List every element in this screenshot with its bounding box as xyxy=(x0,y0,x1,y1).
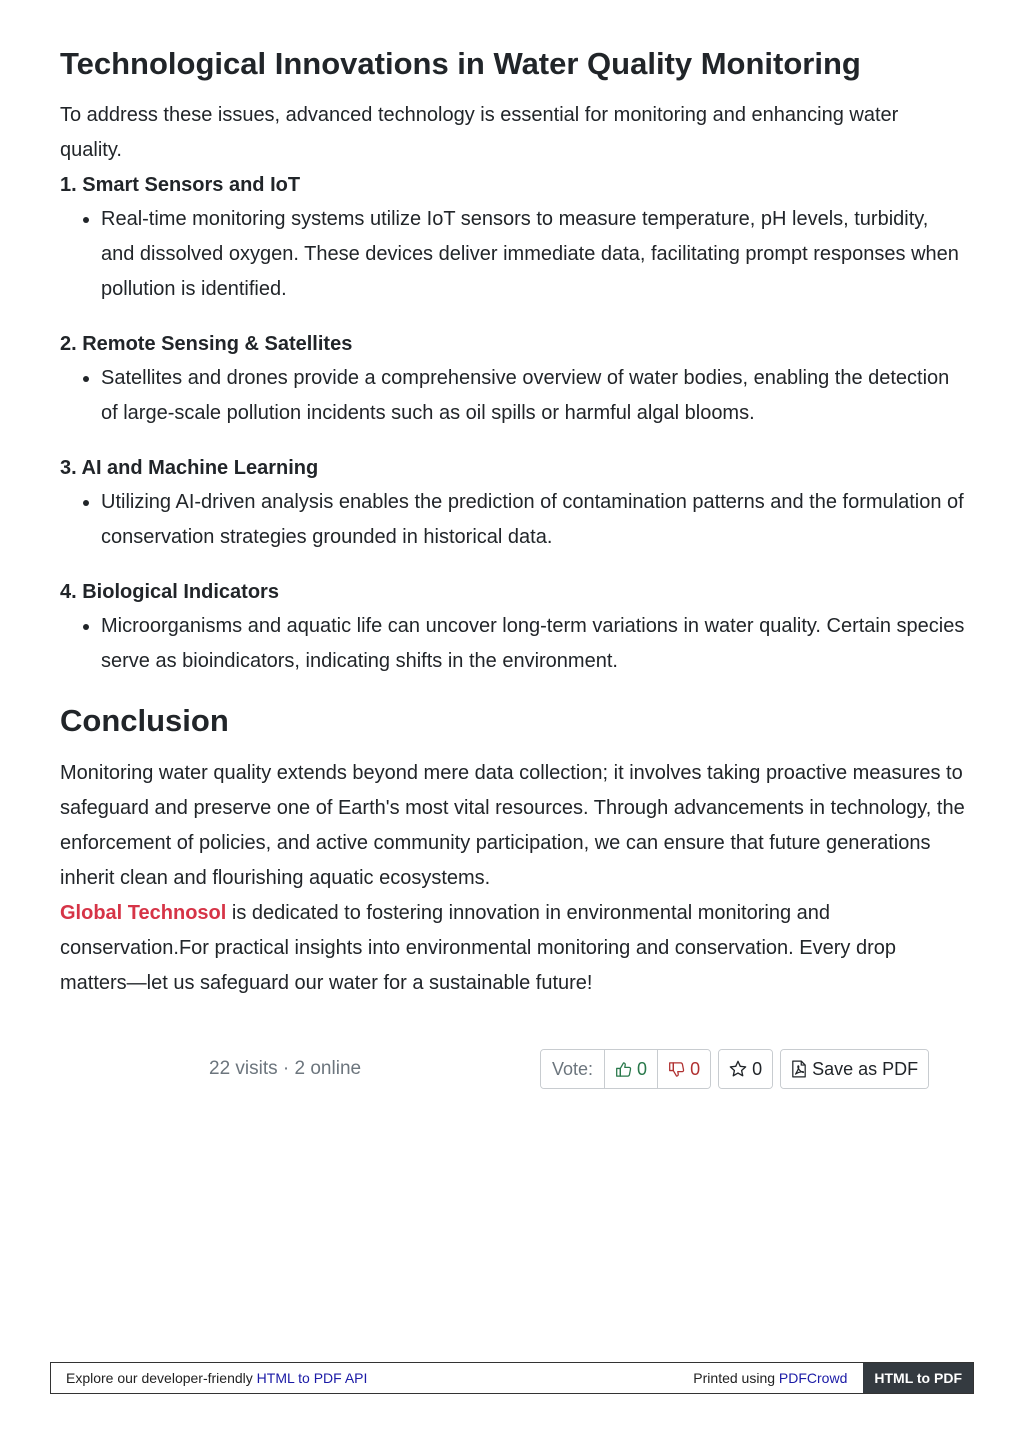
visit-stats: 22 visits · 2 online xyxy=(209,1058,362,1079)
thumbs-up-icon xyxy=(615,1061,632,1078)
vote-label: Vote: xyxy=(541,1050,604,1088)
star-count: 0 xyxy=(752,1058,763,1079)
list-item: • Utilizing AI-driven analysis enables the prediction of contamination patterns and the formulation of conservation strategies grounded in historical data. xyxy=(101,485,965,555)
save-as-pdf-button[interactable] xyxy=(781,1050,928,1088)
section-heading-smart-sensors: 1. Smart Sensors and IoT xyxy=(60,174,301,197)
pdf-file-icon xyxy=(791,1060,807,1078)
section-heading-remote-sensing: 2. Remote Sensing & Satellites xyxy=(60,333,353,356)
html-to-pdf-api-link[interactable]: HTML to PDF API xyxy=(256,1370,368,1386)
intro-paragraph: To address these issues, advanced technology is essential for monitoring and enhancing water quality. xyxy=(60,104,899,162)
article xyxy=(60,44,965,1001)
list-item: • Real-time monitoring systems utilize IoT sensors to measure temperature, pH levels, turbidity, and dissolved oxygen. These devices deliver immediate data, facilitating prompt responses when pollution is identified. xyxy=(101,202,965,307)
save-group xyxy=(780,1049,929,1089)
footer-left xyxy=(51,1370,693,1386)
upvote-button[interactable] xyxy=(604,1050,657,1088)
list-item: • Satellites and drones provide a comprehensive overview of water bodies, enabling the detection of large-scale pollution incidents such as oil spills or harmful algal blooms. xyxy=(101,361,965,431)
footer-left-text: Explore our developer-friendly xyxy=(66,1370,257,1386)
section-list-ai-ml xyxy=(60,485,965,555)
closing-text: is dedicated to fostering innovation in environmental monitoring and conservation.For practical insights into environmental monitoring and conservation. Every drop matters—let us safeguard our water for a sustainable future! xyxy=(60,901,896,994)
vote-group xyxy=(540,1049,711,1089)
star-icon xyxy=(729,1060,747,1078)
section-list-smart-sensors xyxy=(60,202,965,307)
footer-right-text: Printed using xyxy=(693,1370,779,1386)
conclusion-text: Monitoring water quality extends beyond mere data collection; it involves taking proactive measures to safeguard and preserve one of Earth's most vital resources. Through advancements in technology, the enforcement of policies, and active community participation, we can ensure that future generations inherit clean and flourishing aquatic ecosystems. xyxy=(60,761,965,889)
star-button[interactable] xyxy=(719,1050,772,1088)
pdfcrowd-link[interactable]: PDFCrowd xyxy=(778,1370,848,1386)
pdf-footer xyxy=(50,1362,974,1394)
action-toolbar xyxy=(540,1049,929,1089)
brand-link[interactable]: Global Technosol xyxy=(60,901,227,924)
thumbs-down-icon xyxy=(668,1061,685,1078)
downvote-button[interactable] xyxy=(657,1050,710,1088)
conclusion-heading: Conclusion xyxy=(60,703,229,739)
section-list-biological xyxy=(60,609,965,679)
section-heading-biological: 4. Biological Indicators xyxy=(60,581,279,604)
conclusion-paragraph xyxy=(60,756,965,1001)
star-group xyxy=(718,1049,773,1089)
list-item: • Microorganisms and aquatic life can uncover long-term variations in water quality. Certain species serve as bioindicators, indicating shifts in the environment. xyxy=(101,609,965,679)
save-as-pdf-label: Save as PDF xyxy=(812,1058,919,1079)
page-title: Technological Innovations in Water Quality Monitoring xyxy=(60,46,861,81)
downvote-count: 0 xyxy=(690,1058,701,1079)
section-heading-ai-ml: 3. AI and Machine Learning xyxy=(60,457,319,480)
html-to-pdf-badge[interactable]: HTML to PDF xyxy=(863,1363,973,1393)
upvote-count: 0 xyxy=(637,1058,648,1079)
footer-right xyxy=(693,1370,863,1386)
section-list-remote-sensing xyxy=(60,361,965,431)
